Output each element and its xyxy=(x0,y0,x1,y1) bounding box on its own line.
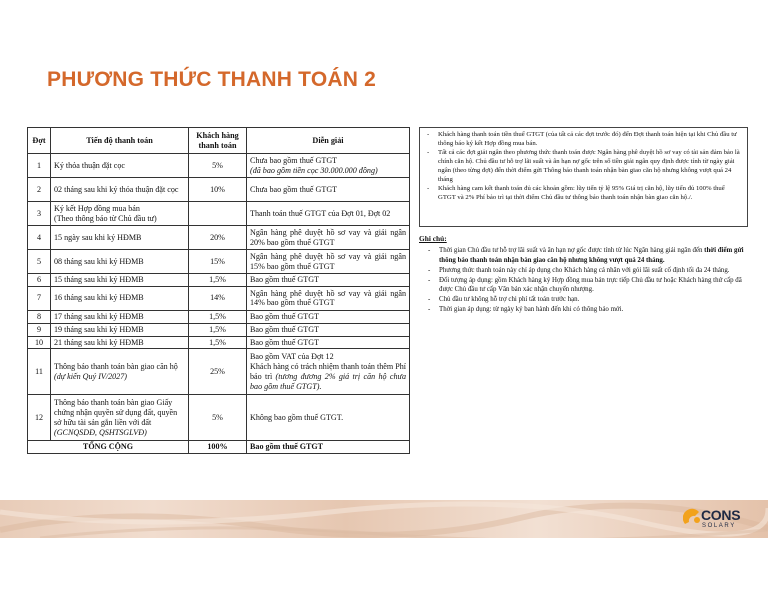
tien-do-text: Ký kết Hợp đồng mua bán xyxy=(54,203,140,213)
table-row xyxy=(28,395,410,441)
tien-do-italic: (dự kiến Quý IV/2027) xyxy=(54,371,127,381)
row-dien-giai: Ngân hàng phê duyệt hồ sơ vay và giải ngân 20% bao gồm thuế GTGT xyxy=(247,226,410,250)
table-row xyxy=(28,286,410,310)
row-tien-do xyxy=(51,202,189,226)
ghi-chu-item xyxy=(427,295,751,305)
ghi-chu-text: Thời gian áp dụng: từ ngày ký ban hành đến khi có thông báo mới. xyxy=(439,306,624,314)
row-pct: 1,5% xyxy=(189,274,247,287)
table-row xyxy=(28,178,410,202)
row-dot: 12 xyxy=(28,395,51,441)
logo-name: CONS xyxy=(701,507,741,523)
row-dot: 1 xyxy=(28,154,51,178)
header-khach-hang: Khách hàng thanh toán xyxy=(189,128,247,154)
dien-giai-italic: (đã bao gồm tiền cọc 30.000.000 đồng) xyxy=(250,165,378,175)
table-row xyxy=(28,336,410,349)
table-row xyxy=(28,226,410,250)
row-dot: 10 xyxy=(28,336,51,349)
row-dot: 11 xyxy=(28,349,51,395)
total-pct: 100% xyxy=(189,441,247,454)
note-item: - Khách hàng thanh toán tiền thuế GTGT (của tất cả các đợt trước đó) đến Đợt thanh toán hiện tại khi Chủ đầu tư thông báo ký kết Hợp đồng mua bán. xyxy=(426,131,741,149)
ghi-chu-text: Chủ đầu tư không hỗ trợ chi phí tất toán trước hạn. xyxy=(439,296,580,304)
payment-schedule-table xyxy=(27,127,410,454)
row-tien-do: Ký thỏa thuận đặt cọc xyxy=(51,154,189,178)
row-dien-giai: Chưa bao gồm thuế GTGT xyxy=(247,178,410,202)
row-dot: 2 xyxy=(28,178,51,202)
tien-do-text: Thông báo thanh toán bàn giao Giấy chứng nhận quyền sử dụng đất, quyền sở hữu tài sản gắn liền với đất xyxy=(54,398,178,427)
row-dot: 7 xyxy=(28,286,51,310)
row-pct: 14% xyxy=(189,286,247,310)
row-pct: 1,5% xyxy=(189,323,247,336)
tien-do-text: Thông báo thanh toán bàn giao căn hộ xyxy=(54,362,178,372)
row-tien-do: 15 tháng sau khi ký HĐMB xyxy=(51,274,189,287)
ghi-chu-text: Phương thức thanh toán này chỉ áp dụng cho Khách hàng cá nhân với gói lãi suất cố định tối đa 24 tháng. xyxy=(439,266,730,274)
dien-giai-text-2: Khách hàng có trách nhiệm thanh toán thêm Phí bảo trì xyxy=(250,362,406,381)
row-pct: 5% xyxy=(189,395,247,441)
ghi-chu-item xyxy=(427,305,751,315)
row-pct: 5% xyxy=(189,154,247,178)
header-tien-do: Tiến độ thanh toán xyxy=(51,128,189,154)
ghi-chu-item xyxy=(427,246,751,265)
footer-band xyxy=(0,500,768,538)
row-dien-giai xyxy=(247,349,410,395)
row-dot: 3 xyxy=(28,202,51,226)
tien-do-note: (Theo thông báo từ Chủ đầu tư) xyxy=(54,213,157,223)
row-dien-giai: Bao gồm thuế GTGT xyxy=(247,310,410,323)
row-dot: 8 xyxy=(28,310,51,323)
row-pct: 1,5% xyxy=(189,310,247,323)
table-row xyxy=(28,349,410,395)
row-tien-do: 08 tháng sau khi ký HĐMB xyxy=(51,250,189,274)
brand-logo xyxy=(683,507,743,533)
row-tien-do: 21 tháng sau khi ký HĐMB xyxy=(51,336,189,349)
tien-do-italic: (GCNQSDĐ, QSHTSGLVĐ) xyxy=(54,427,147,437)
table-row xyxy=(28,154,410,178)
notes-box xyxy=(419,127,748,227)
ghi-chu-text: Thời gian Chủ đầu tư hỗ trợ lãi suất và ân hạn nợ gốc được tính từ lúc Ngân hàng giải ngân đến xyxy=(439,247,705,255)
header-dien-giai: Diễn giải xyxy=(247,128,410,154)
row-tien-do: 15 ngày sau khi ký HĐMB xyxy=(51,226,189,250)
dien-giai-italic: (tương đương 2% giá trị căn hộ chưa bao gồm thuế GTGT). xyxy=(250,371,406,391)
row-pct: 20% xyxy=(189,226,247,250)
row-pct: 15% xyxy=(189,250,247,274)
table-header-row xyxy=(28,128,410,154)
row-pct: 25% xyxy=(189,349,247,395)
table-row xyxy=(28,274,410,287)
ghi-chu-title: Ghi chú: xyxy=(419,234,447,243)
row-pct: 10% xyxy=(189,178,247,202)
row-dien-giai: Thanh toán thuế GTGT của Đợt 01, Đợt 02 xyxy=(247,202,410,226)
table-row xyxy=(28,202,410,226)
note-item: - Tất cả các đợt giải ngân theo phương thức thanh toán được Ngân hàng phê duyệt hồ sơ vay có tài sản đảm bảo là chính căn hộ. Chủ đầu tư hỗ trợ lãi suất và ân hạn nợ gốc trên số tiền giải ngân quy định được tính từ ngày giải ngân (theo từng đợt) đến thời điểm gửi Thông báo thanh toán nhận bàn giao căn hộ nhưng không vượt quá 24 tháng xyxy=(426,149,741,185)
row-tien-do: 19 tháng sau khi ký HĐMB xyxy=(51,323,189,336)
row-dot: 5 xyxy=(28,250,51,274)
row-dot: 4 xyxy=(28,226,51,250)
ghi-chu-item xyxy=(427,266,751,276)
row-dot: 9 xyxy=(28,323,51,336)
total-label: TỔNG CỘNG xyxy=(28,441,189,454)
note-item: - Khách hàng cam kết thanh toán đủ các khoản gồm: lũy tiến tỷ lệ 95% Giá trị căn hộ, lũy tiến đủ 100% thuế GTGT và 2% Phí bảo trì tại thời điểm Chủ đầu tư thông báo thanh toán nhận bàn giao căn hộ./. xyxy=(426,185,741,203)
ghi-chu-section xyxy=(419,234,751,315)
row-pct xyxy=(189,202,247,226)
notes-list xyxy=(426,131,741,203)
table-row xyxy=(28,323,410,336)
table-row xyxy=(28,310,410,323)
table-row xyxy=(28,250,410,274)
row-dien-giai: Không bao gồm thuế GTGT. xyxy=(247,395,410,441)
footer-texture xyxy=(0,500,768,538)
row-dien-giai: Bao gồm thuế GTGT xyxy=(247,336,410,349)
ghi-chu-list xyxy=(419,246,751,315)
row-tien-do: 17 tháng sau khi ký HĐMB xyxy=(51,310,189,323)
sun-icon xyxy=(683,508,701,526)
row-tien-do xyxy=(51,349,189,395)
row-tien-do: 16 tháng sau khi ký HĐMB xyxy=(51,286,189,310)
page-title: PHƯƠNG THỨC THANH TOÁN 2 xyxy=(47,68,377,91)
row-dien-giai xyxy=(247,154,410,178)
ghi-chu-text: Đối tượng áp dụng: gồm Khách hàng ký Hợp đồng mua bán trực tiếp Chủ đầu tư hoặc Khách hàng thứ cấp đã được Chủ đầu tư cấp Văn bản xác nhận chuyển nhượng. xyxy=(439,276,742,294)
row-tien-do: 02 tháng sau khi ký thỏa thuận đặt cọc xyxy=(51,178,189,202)
total-row xyxy=(28,441,410,454)
dien-giai-text: Bao gồm VAT của Đợt 12 xyxy=(250,352,334,362)
logo-sub: SOLARY xyxy=(702,523,736,529)
total-dien-giai: Bao gồm thuế GTGT xyxy=(247,441,410,454)
dien-giai-text: Chưa bao gồm thuế GTGT xyxy=(250,155,338,165)
row-dot: 6 xyxy=(28,274,51,287)
ghi-chu-bold: thời điểm gửi thông báo thanh toán nhận bàn giao căn hộ nhưng không vượt quá 24 tháng. xyxy=(439,247,744,264)
row-dien-giai: Bao gồm thuế GTGT xyxy=(247,274,410,287)
row-tien-do xyxy=(51,395,189,441)
row-pct: 1,5% xyxy=(189,336,247,349)
row-dien-giai: Bao gồm thuế GTGT xyxy=(247,323,410,336)
ghi-chu-item xyxy=(427,276,751,295)
header-dot: Đợt xyxy=(28,128,51,154)
row-dien-giai: Ngân hàng phê duyệt hồ sơ vay và giải ngân 15% bao gồm thuế GTGT xyxy=(247,250,410,274)
row-dien-giai: Ngân hàng phê duyệt hồ sơ vay và giải ngân 14% bao gồm thuế GTGT xyxy=(247,286,410,310)
